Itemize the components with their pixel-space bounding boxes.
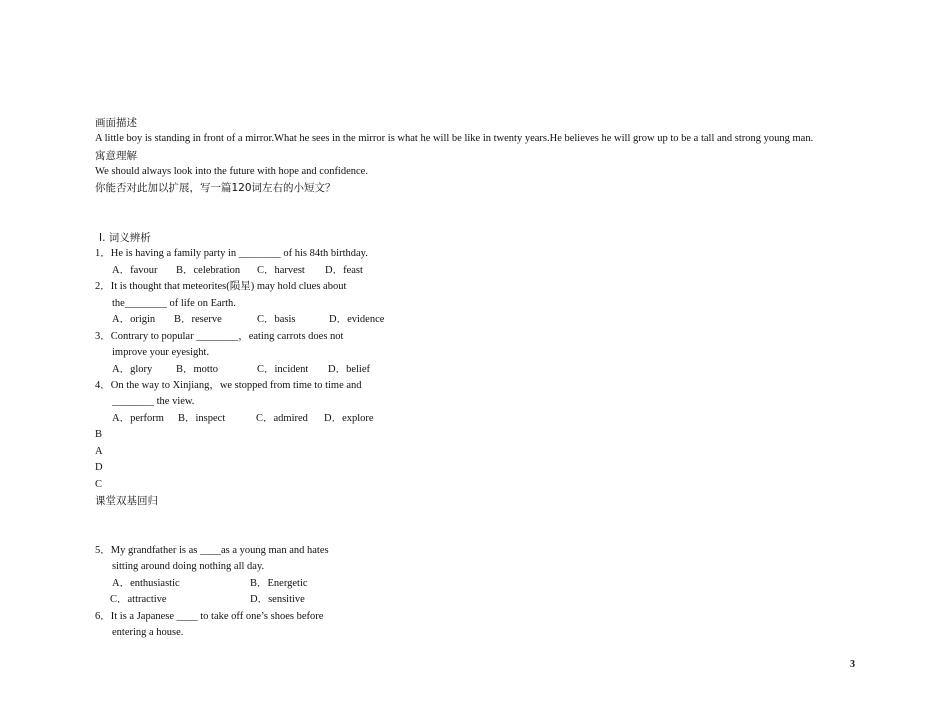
q4-option-b: B．inspect bbox=[178, 413, 226, 424]
q5-option-a: A．enthusiastic bbox=[112, 578, 180, 589]
scene-text: A little boy is standing in front of a mirror.What he sees in the mirror is what he will be like in twenty years.He believes he will grow up to be a tall and strong young man. bbox=[95, 133, 814, 144]
q3-option-b: B．motto bbox=[176, 364, 219, 375]
q1-option-a: A．favour bbox=[112, 265, 158, 276]
q4-option-d: D．explore bbox=[324, 413, 374, 424]
answer-4: C bbox=[95, 479, 103, 490]
page-number: 3 bbox=[850, 659, 855, 670]
section-title-vocab: Ⅰ. 词义辨析 bbox=[99, 232, 151, 244]
question-3: 3．Contrary to popular ________，eating carrots does not bbox=[95, 331, 344, 342]
q5-option-d: D．sensitive bbox=[250, 594, 305, 605]
question-2: 2．It is thought that meteorites(陨星) may hold clues about bbox=[95, 281, 347, 292]
question-3-cont: improve your eyesight. bbox=[112, 347, 210, 358]
section-title-review: 课堂双基回归 bbox=[95, 495, 158, 507]
question-4: 4．On the way to Xinjiang，we stopped from time to time and bbox=[95, 380, 362, 391]
q4-option-a: A．perform bbox=[112, 413, 164, 424]
q5-option-c: C．attractive bbox=[110, 594, 167, 605]
question-2-cont: the________ of life on Earth. bbox=[112, 298, 236, 309]
q5-option-b: B．Energetic bbox=[250, 578, 308, 589]
question-5: 5．My grandfather is as ____as a young man and hates bbox=[95, 545, 329, 556]
q1-option-b: B．celebration bbox=[176, 265, 241, 276]
q4-option-c: C．admired bbox=[256, 413, 308, 424]
q2-option-c: C．basis bbox=[257, 314, 296, 325]
question-4-cont: ________ the view. bbox=[112, 396, 195, 407]
q3-option-d: D．belief bbox=[328, 364, 370, 375]
q3-option-a: A．glory bbox=[112, 364, 153, 375]
q1-option-d: D．feast bbox=[325, 265, 363, 276]
answer-2: A bbox=[95, 446, 103, 457]
question-6-cont: entering a house. bbox=[112, 627, 184, 638]
answer-3: D bbox=[95, 462, 103, 473]
question-6: 6．It is a Japanese ____ to take off one’s shoes before bbox=[95, 611, 324, 622]
q2-option-a: A．origin bbox=[112, 314, 156, 325]
question-1: 1．He is having a family party in ________ of his 84th birthday. bbox=[95, 248, 368, 259]
q2-option-d: D．evidence bbox=[329, 314, 385, 325]
meaning-text: We should always look into the future with hope and confidence. bbox=[95, 166, 368, 177]
answer-1: B bbox=[95, 429, 103, 440]
scene-heading: 画面描述 bbox=[95, 117, 137, 129]
q3-option-c: C．incident bbox=[257, 364, 309, 375]
question-5-cont: sitting around doing nothing all day. bbox=[112, 561, 265, 572]
q1-option-c: C．harvest bbox=[257, 265, 305, 276]
meaning-heading: 寓意理解 bbox=[95, 150, 137, 162]
writing-prompt: 你能否对此加以扩展，写一篇120词左右的小短文？ bbox=[95, 182, 336, 194]
q2-option-b: B．reserve bbox=[174, 314, 222, 325]
